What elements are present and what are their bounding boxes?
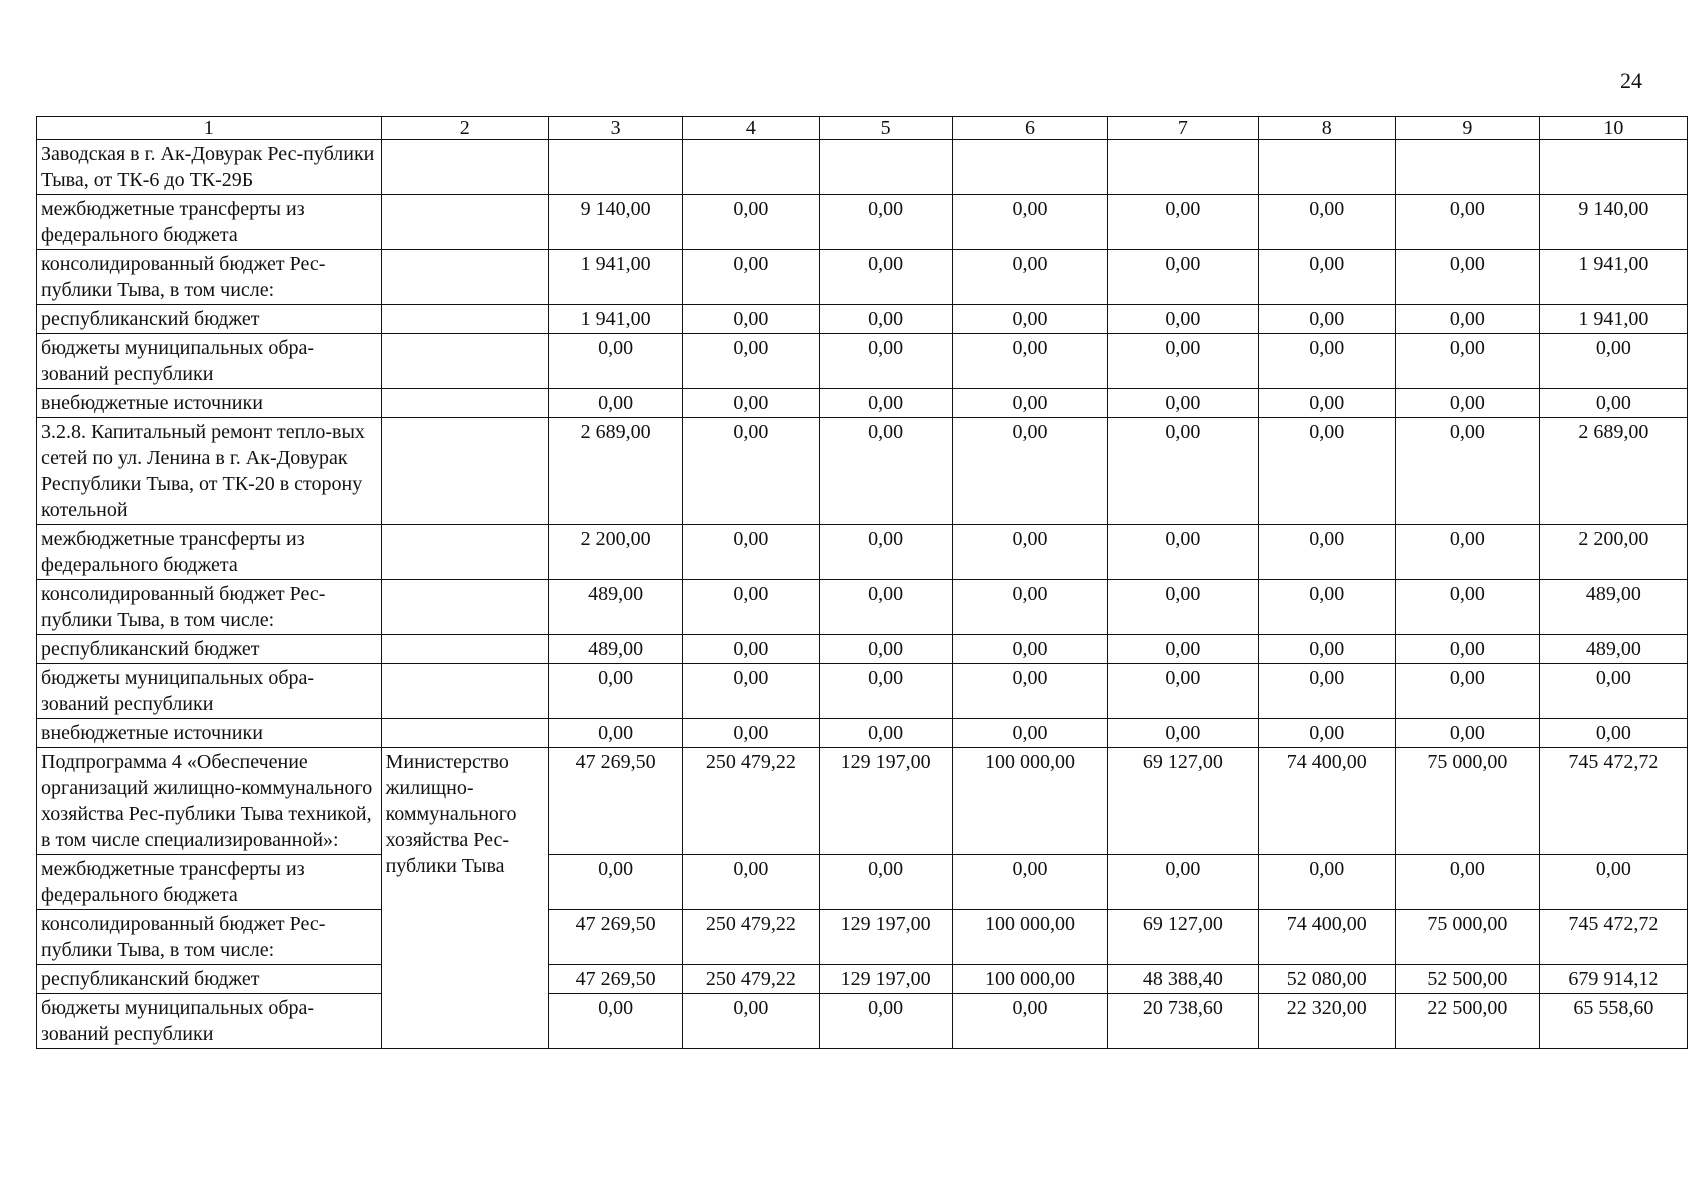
amount-cell: 0,00: [1395, 250, 1539, 305]
row-label: внебюджетные источники: [37, 389, 382, 418]
row-label: бюджеты муниципальных обра-зований республики: [37, 994, 382, 1049]
amount-cell: 0,00: [1258, 305, 1395, 334]
table-row: [37, 418, 1688, 525]
amount-cell: 0,00: [1258, 250, 1395, 305]
amount-cell: 0,00: [1395, 195, 1539, 250]
amount-cell: [1108, 140, 1258, 195]
amount-cell: 47 269,50: [549, 748, 683, 855]
amount-cell: 679 914,12: [1539, 965, 1687, 994]
amount-cell: 250 479,22: [683, 748, 819, 855]
amount-cell: 0,00: [952, 994, 1108, 1049]
amount-cell: 0,00: [683, 664, 819, 719]
amount-cell: 75 000,00: [1395, 910, 1539, 965]
amount-cell: 1 941,00: [549, 250, 683, 305]
amount-cell: 0,00: [952, 334, 1108, 389]
table-row: [37, 994, 1688, 1049]
row-label: 3.2.8. Капитальный ремонт тепло-вых сетей по ул. Ленина в г. Ак-Довурак Республики Тыва, от ТК-20 в сторону котельной: [37, 418, 382, 525]
amount-cell: 0,00: [1258, 525, 1395, 580]
amount-cell: 0,00: [1108, 580, 1258, 635]
amount-cell: 489,00: [549, 580, 683, 635]
responsible-executor-empty: [381, 305, 548, 334]
table-row: [37, 748, 1688, 855]
amount-cell: [683, 140, 819, 195]
amount-cell: 0,00: [1258, 418, 1395, 525]
row-label: республиканский бюджет: [37, 305, 382, 334]
responsible-executor-empty: [381, 334, 548, 389]
amount-cell: 129 197,00: [819, 910, 952, 965]
amount-cell: 0,00: [952, 525, 1108, 580]
amount-cell: 52 500,00: [1395, 965, 1539, 994]
amount-cell: 489,00: [549, 635, 683, 664]
amount-cell: 20 738,60: [1108, 994, 1258, 1049]
responsible-executor-empty: [381, 635, 548, 664]
amount-cell: 0,00: [1108, 250, 1258, 305]
amount-cell: 0,00: [549, 334, 683, 389]
amount-cell: 1 941,00: [1539, 305, 1687, 334]
amount-cell: 0,00: [1395, 635, 1539, 664]
amount-cell: 69 127,00: [1108, 910, 1258, 965]
amount-cell: 0,00: [952, 389, 1108, 418]
table-row: [37, 719, 1688, 748]
amount-cell: 22 500,00: [1395, 994, 1539, 1049]
row-label: бюджеты муниципальных обра-зований республики: [37, 664, 382, 719]
table-row: [37, 389, 1688, 418]
column-number: 3: [549, 117, 683, 140]
amount-cell: 0,00: [1258, 580, 1395, 635]
row-label: республиканский бюджет: [37, 965, 382, 994]
responsible-executor-empty: [381, 525, 548, 580]
row-label: межбюджетные трансферты из федерального бюджета: [37, 525, 382, 580]
amount-cell: 52 080,00: [1258, 965, 1395, 994]
amount-cell: 0,00: [683, 334, 819, 389]
amount-cell: 47 269,50: [549, 965, 683, 994]
amount-cell: 0,00: [683, 250, 819, 305]
amount-cell: 74 400,00: [1258, 748, 1395, 855]
amount-cell: 0,00: [1395, 389, 1539, 418]
amount-cell: 0,00: [1108, 389, 1258, 418]
amount-cell: 0,00: [819, 305, 952, 334]
table-row: [37, 525, 1688, 580]
column-number: 1: [37, 117, 382, 140]
amount-cell: 0,00: [549, 664, 683, 719]
amount-cell: 0,00: [952, 635, 1108, 664]
amount-cell: 0,00: [1108, 418, 1258, 525]
amount-cell: 0,00: [1258, 719, 1395, 748]
amount-cell: 745 472,72: [1539, 748, 1687, 855]
amount-cell: 0,00: [683, 855, 819, 910]
amount-cell: 0,00: [1395, 305, 1539, 334]
amount-cell: 0,00: [819, 250, 952, 305]
amount-cell: 0,00: [952, 719, 1108, 748]
table-row: [37, 635, 1688, 664]
amount-cell: 0,00: [1108, 195, 1258, 250]
amount-cell: 0,00: [549, 994, 683, 1049]
amount-cell: 0,00: [819, 334, 952, 389]
column-number: 2: [381, 117, 548, 140]
amount-cell: 0,00: [1539, 389, 1687, 418]
amount-cell: 0,00: [683, 195, 819, 250]
amount-cell: [1539, 140, 1687, 195]
amount-cell: 0,00: [1108, 525, 1258, 580]
amount-cell: 0,00: [1258, 389, 1395, 418]
amount-cell: 22 320,00: [1258, 994, 1395, 1049]
amount-cell: 250 479,22: [683, 910, 819, 965]
amount-cell: 250 479,22: [683, 965, 819, 994]
amount-cell: 0,00: [683, 719, 819, 748]
amount-cell: 745 472,72: [1539, 910, 1687, 965]
amount-cell: 0,00: [819, 855, 952, 910]
row-label: бюджеты муниципальных обра-зований республики: [37, 334, 382, 389]
row-label: республиканский бюджет: [37, 635, 382, 664]
amount-cell: 0,00: [1258, 334, 1395, 389]
column-number: 5: [819, 117, 952, 140]
amount-cell: 74 400,00: [1258, 910, 1395, 965]
amount-cell: 0,00: [952, 418, 1108, 525]
amount-cell: 100 000,00: [952, 910, 1108, 965]
table-row: [37, 250, 1688, 305]
amount-cell: 0,00: [549, 855, 683, 910]
amount-cell: [1258, 140, 1395, 195]
responsible-executor-empty: [381, 250, 548, 305]
amount-cell: 0,00: [1108, 334, 1258, 389]
amount-cell: [819, 140, 952, 195]
column-number: 10: [1539, 117, 1687, 140]
amount-cell: 0,00: [1108, 855, 1258, 910]
table-row: [37, 910, 1688, 965]
amount-cell: 489,00: [1539, 635, 1687, 664]
amount-cell: 0,00: [1539, 334, 1687, 389]
amount-cell: 0,00: [1395, 525, 1539, 580]
amount-cell: 2 200,00: [549, 525, 683, 580]
responsible-executor-empty: [381, 195, 548, 250]
amount-cell: 0,00: [1258, 664, 1395, 719]
amount-cell: 0,00: [549, 719, 683, 748]
amount-cell: 0,00: [683, 418, 819, 525]
amount-cell: 0,00: [819, 580, 952, 635]
amount-cell: 0,00: [819, 525, 952, 580]
amount-cell: [952, 140, 1108, 195]
budget-table: [36, 116, 1688, 1049]
amount-cell: 0,00: [1395, 664, 1539, 719]
responsible-executor-empty: [381, 580, 548, 635]
row-label: Заводская в г. Ак-Довурак Рес-публики Тыва, от ТК-6 до ТК-29Б: [37, 140, 382, 195]
responsible-executor-empty: [381, 664, 548, 719]
row-label: внебюджетные источники: [37, 719, 382, 748]
amount-cell: 48 388,40: [1108, 965, 1258, 994]
table-row: [37, 195, 1688, 250]
amount-cell: 100 000,00: [952, 748, 1108, 855]
amount-cell: 0,00: [1395, 719, 1539, 748]
amount-cell: 0,00: [1108, 305, 1258, 334]
amount-cell: 2 689,00: [1539, 418, 1687, 525]
amount-cell: 0,00: [683, 635, 819, 664]
amount-cell: 0,00: [683, 525, 819, 580]
amount-cell: 0,00: [819, 635, 952, 664]
column-number: 7: [1108, 117, 1258, 140]
amount-cell: 0,00: [952, 580, 1108, 635]
amount-cell: 0,00: [819, 195, 952, 250]
amount-cell: 0,00: [952, 305, 1108, 334]
amount-cell: 9 140,00: [549, 195, 683, 250]
amount-cell: 0,00: [1395, 418, 1539, 525]
amount-cell: 0,00: [819, 994, 952, 1049]
responsible-executor-empty: [381, 418, 548, 525]
amount-cell: 0,00: [1108, 635, 1258, 664]
amount-cell: 0,00: [683, 305, 819, 334]
row-label: межбюджетные трансферты из федерального бюджета: [37, 855, 382, 910]
amount-cell: 9 140,00: [1539, 195, 1687, 250]
amount-cell: 0,00: [1395, 580, 1539, 635]
amount-cell: 129 197,00: [819, 965, 952, 994]
amount-cell: 0,00: [549, 389, 683, 418]
amount-cell: 0,00: [1539, 719, 1687, 748]
amount-cell: 100 000,00: [952, 965, 1108, 994]
amount-cell: 489,00: [1539, 580, 1687, 635]
responsible-executor-empty: [381, 389, 548, 418]
amount-cell: 0,00: [952, 664, 1108, 719]
row-label: консолидированный бюджет Рес-публики Тыва, в том числе:: [37, 580, 382, 635]
amount-cell: 0,00: [1108, 664, 1258, 719]
table-row: [37, 580, 1688, 635]
amount-cell: 0,00: [819, 719, 952, 748]
column-number: 8: [1258, 117, 1395, 140]
amount-cell: 0,00: [819, 418, 952, 525]
amount-cell: 75 000,00: [1395, 748, 1539, 855]
table-row: [37, 334, 1688, 389]
responsible-executor-empty: [381, 719, 548, 748]
amount-cell: [1395, 140, 1539, 195]
column-number: 9: [1395, 117, 1539, 140]
table-row: [37, 965, 1688, 994]
table-row: [37, 664, 1688, 719]
responsible-executor-empty: [381, 140, 548, 195]
amount-cell: 0,00: [683, 389, 819, 418]
amount-cell: 0,00: [952, 195, 1108, 250]
amount-cell: 0,00: [952, 250, 1108, 305]
table-row: [37, 140, 1688, 195]
table-row: [37, 855, 1688, 910]
amount-cell: 0,00: [1258, 855, 1395, 910]
amount-cell: 1 941,00: [549, 305, 683, 334]
amount-cell: 0,00: [1258, 635, 1395, 664]
amount-cell: 65 558,60: [1539, 994, 1687, 1049]
amount-cell: 69 127,00: [1108, 748, 1258, 855]
amount-cell: 47 269,50: [549, 910, 683, 965]
amount-cell: 1 941,00: [1539, 250, 1687, 305]
amount-cell: 2 689,00: [549, 418, 683, 525]
amount-cell: 0,00: [1539, 664, 1687, 719]
column-number: 6: [952, 117, 1108, 140]
amount-cell: 0,00: [683, 994, 819, 1049]
amount-cell: 2 200,00: [1539, 525, 1687, 580]
row-label: консолидированный бюджет Рес-публики Тыва, в том числе:: [37, 910, 382, 965]
amount-cell: 0,00: [1258, 195, 1395, 250]
amount-cell: 129 197,00: [819, 748, 952, 855]
column-number-row: [37, 117, 1688, 140]
amount-cell: 0,00: [819, 389, 952, 418]
amount-cell: 0,00: [819, 664, 952, 719]
row-label: консолидированный бюджет Рес-публики Тыва, в том числе:: [37, 250, 382, 305]
row-label: Подпрограмма 4 «Обеспечение организаций жилищно-коммунального хозяйства Рес-публики Тыва техникой, в том числе специализированной»:: [37, 748, 382, 855]
amount-cell: [549, 140, 683, 195]
amount-cell: 0,00: [1395, 334, 1539, 389]
table-row: [37, 305, 1688, 334]
amount-cell: 0,00: [952, 855, 1108, 910]
amount-cell: 0,00: [683, 580, 819, 635]
row-label: межбюджетные трансферты из федерального бюджета: [37, 195, 382, 250]
amount-cell: 0,00: [1395, 855, 1539, 910]
page-number: 24: [1620, 68, 1642, 93]
amount-cell: 0,00: [1539, 855, 1687, 910]
column-number: 4: [683, 117, 819, 140]
responsible-executor: Министерство жилищно-коммунального хозяйства Рес-публики Тыва: [381, 748, 548, 1049]
amount-cell: 0,00: [1108, 719, 1258, 748]
